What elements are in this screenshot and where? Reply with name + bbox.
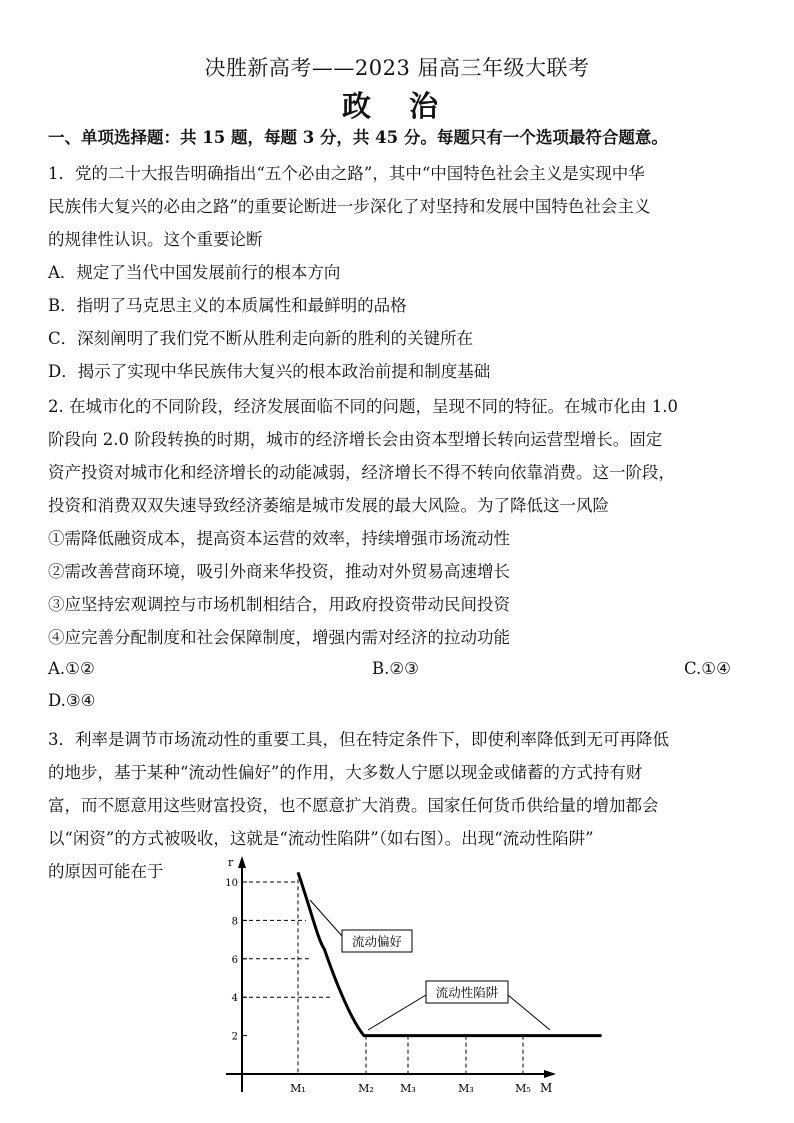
q2-statement-3: ③应坚持宏观调控与市场机制相结合，用政府投资带动民间投资 — [48, 595, 510, 614]
exam-title: 决胜新高考——2023 届高三年级大联考 — [204, 56, 590, 80]
q3-stem-line-3: 富，而不愿意用这些财富投资，也不愿意扩大消费。国家任何货币供给量的增加都会 — [48, 796, 659, 815]
x-tick-label: M₃ — [458, 1082, 474, 1095]
x-tick-label: M₂ — [358, 1082, 374, 1095]
q2-choice-d: D.③④ — [48, 691, 96, 710]
annotation-pointer — [368, 995, 426, 1030]
annotation-liquidity-trap: 流动性陷阱 — [435, 985, 499, 1000]
y-axis-label: r — [228, 856, 234, 869]
q2-stem-line-1: 2. 在城市化的不同阶段，经济发展面临不同的问题，呈现不同的特征。在城市化由 1.0 — [48, 397, 678, 416]
y-tick-label: 2 — [231, 1031, 238, 1043]
x-axis-label: M — [540, 1081, 553, 1095]
y-tick-label: 8 — [231, 916, 238, 928]
x-axis-arrow — [544, 1070, 556, 1078]
y-tick-label: 6 — [231, 954, 238, 966]
q2-choice-a: A.①② — [48, 659, 95, 678]
chart-axes — [226, 856, 556, 1092]
q2-statement-1: ①需降低融资成本，提高资本运营的效率，持续增强市场流动性 — [48, 529, 510, 548]
q3-stem-line-2: 的地步，基于某种“流动性偏好”的作用，大多数人宁愿以现金或储蓄的方式持有财 — [48, 763, 643, 782]
y-axis-arrow — [238, 856, 246, 868]
q3-stem-line-5: 的原因可能在于 — [48, 862, 164, 881]
q2-choice-b: B.②③ — [372, 659, 419, 678]
q1-stem-line-2: 民族伟大复兴的必由之路”的重要论断进一步深化了对坚持和发展中国特色社会主义 — [48, 197, 651, 216]
q2-choice-c: C.①④ — [684, 659, 731, 678]
q3-stem-line-4: 以“闲资”的方式被吸收，这就是“流动性陷阱”（如右图）。出现“流动性陷阱” — [48, 829, 594, 848]
q2-stem-line-3: 资产投资对城市化和经济增长的动能减弱，经济增长不得不转向依靠消费。这一阶段， — [48, 463, 675, 482]
annotation-pointer — [310, 900, 342, 936]
q2-stem-line-4: 投资和消费双双失速导致经济萎缩是城市发展的最大风险。为了降低这一风险 — [48, 496, 609, 515]
x-tick-label: M₃ — [400, 1082, 416, 1095]
q1-stem-line-3: 的规律性认识。这个重要论断 — [48, 230, 263, 249]
q1-option-c: C．深刻阐明了我们党不断从胜利走向新的胜利的关键所在 — [48, 329, 474, 348]
q3-stem-line-1: 3．利率是调节市场流动性的重要工具，但在特定条件下，即使利率降低到无可再降低 — [48, 730, 669, 749]
q2-statement-2: ②需改善营商环境，吸引外商来华投资，推动对外贸易高速增长 — [48, 562, 510, 581]
annotation-liquidity-preference: 流动偏好 — [351, 934, 403, 949]
x-tick-label: M₁ — [290, 1082, 306, 1095]
chart-guides — [242, 872, 523, 1074]
q1-option-a: A．规定了当代中国发展前行的根本方向 — [48, 263, 341, 282]
q1-stem-line-1: 1．党的二十大报告明确指出“五个必由之路”，其中“中国特色社会主义是实现中华 — [48, 164, 645, 183]
q2-statement-4: ④应完善分配制度和社会保障制度，增强内需对经济的拉动功能 — [48, 628, 510, 647]
chart-labels — [225, 856, 552, 1095]
subject-title: 政 治 — [341, 89, 453, 123]
annotation-pointer — [508, 995, 550, 1030]
y-tick-label: 4 — [231, 993, 238, 1005]
q1-option-b: B．指明了马克思主义的本质属性和最鲜明的品格 — [48, 296, 407, 315]
liquidity-curve — [298, 872, 602, 1035]
y-tick-label: 10 — [225, 878, 238, 889]
section-heading: 一、单项选择题：共 15 题，每题 3 分，共 45 分。每题只有一个选项最符合题意。 — [48, 128, 668, 147]
q1-option-d: D．揭示了实现中华民族伟大复兴的根本政治前提和制度基础 — [48, 362, 491, 381]
chart-curve — [298, 872, 602, 1035]
x-tick-label: M₅ — [515, 1082, 531, 1095]
q2-stem-line-2: 阶段向 2.0 阶段转换的时期，城市的经济增长会由资本型增长转向运营型增长。固定 — [48, 430, 663, 449]
